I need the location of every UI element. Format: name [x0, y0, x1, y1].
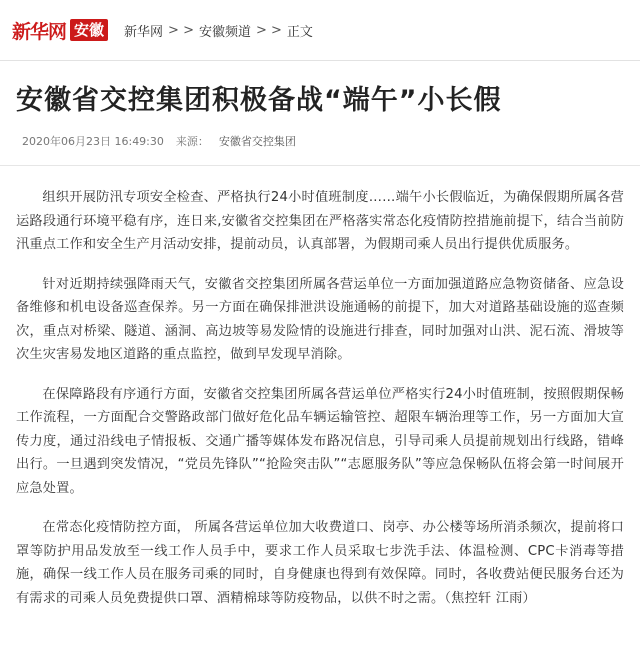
breadcrumb-separator: > >: [168, 22, 194, 38]
article-paragraph: 在保障路段有序通行方面，安徽省交控集团所属各营运单位严格实行24小时值班制，按照假期保畅工作流程，一方面配合交警路政部门做好危化品车辆运输管控、超限车辆治理等工作，另一方面加大宣传力度，通过沿线电子情报板、交通广播等媒体发布路况信息，引导司乘人员提前规划出行线路，错峰出行。一旦遇到突发情况，“党员先锋队”“抢险突击队”“志愿服务队”等应急保畅队伍将会第一时间展开应急处置。: [16, 386, 624, 496]
logo-text: 新华网: [12, 20, 67, 43]
logo-region-badge: 安徽: [70, 19, 108, 41]
header-divider: [0, 60, 640, 61]
site-logo[interactable]: [12, 17, 108, 43]
article-paragraph: 组织开展防汛专项安全检查、严格执行24小时值班制度……端午小长假临近，为确保假期所属各营运路段通行环境平稳有序，连日来,安徽省交控集团在严格落实常态化疫情防控措施前提下，结合当前防汛重点工作和安全生产月活动安排，提前动员，认真部署，为假期司乘人员出行提供优质服务。: [16, 190, 624, 252]
article-title: 安徽省交控集团积极备战“端午”小长假: [16, 85, 502, 116]
breadcrumb-item-home[interactable]: 新华网: [124, 24, 164, 40]
article-meta: [22, 131, 640, 151]
breadcrumb-item-channel[interactable]: 安徽频道: [198, 24, 251, 40]
article-source: 安徽省交控集团: [218, 135, 296, 148]
breadcrumb-separator: > >: [255, 22, 282, 38]
article-datetime: 2020年06月23日 16:49:30: [22, 135, 164, 148]
top-bar: [0, 0, 640, 60]
article-body: [0, 166, 640, 610]
article-paragraph: 针对近期持续强降雨天气，安徽省交控集团所属各营运单位一方面加强道路应急物资储备、应急设备维修和机电设备巡查保养。另一方面在确保排泄洪设施通畅的前提下，加大对道路基础设施的巡查频次，重点对桥梁、隧道、涵洞、高边坡等易发险情的设施进行排查，同时加强对山洪、泥石流、滑坡等次生灾害易发地区道路的重点监控，做到早发现早消除。: [16, 276, 624, 362]
breadcrumb: [124, 21, 313, 40]
breadcrumb-item-current: 正文: [286, 24, 313, 40]
article-paragraph: 在常态化疫情防控方面， 所属各营运单位加大收费道口、岗亭、办公楼等场所消杀频次，提前将口罩等防护用品发放至一线工作人员手中，要求工作人员采取七步洗手法、体温检测、CPC卡消毒等措施，确保一线工作人员在服务司乘的同时，自身健康也得到有效保障。同时，各收费站便民服务台还为有需求的司乘人员免费提供口罩、酒精棉球等防疫物品，以供不时之需。（焦控轩 江雨）: [16, 520, 624, 606]
source-label: 来源：: [175, 135, 209, 148]
